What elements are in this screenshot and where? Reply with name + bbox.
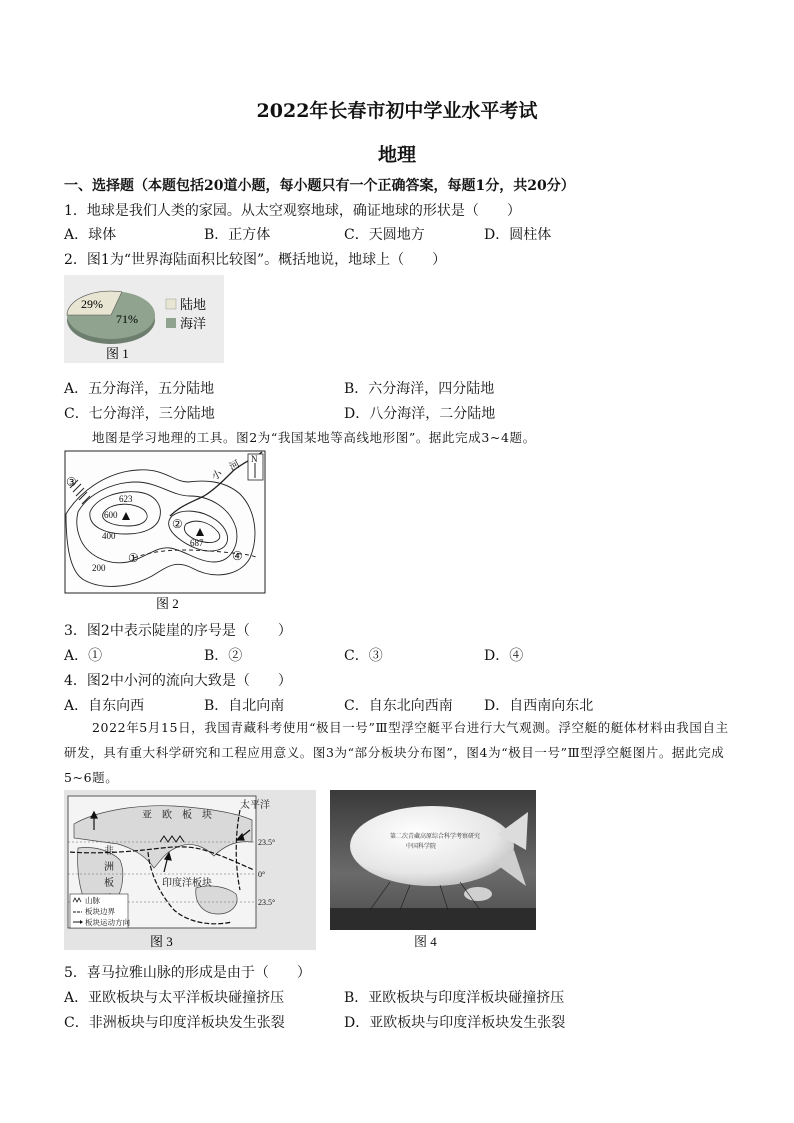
q5-option-b[interactable]: B．亚欧板块与印度洋板块碰撞挤压 — [344, 990, 565, 1006]
q3-option-b[interactable]: B．② — [204, 648, 243, 664]
pie-label-ocean: 71% — [116, 312, 138, 326]
figure-3-caption: 图 3 — [150, 934, 173, 949]
pie-chart — [64, 275, 224, 363]
label-africa-2: 洲 — [104, 862, 114, 873]
airship-text-1: 第二次青藏高原综合科学考察研究 — [390, 833, 481, 840]
figure-2 — [64, 450, 266, 612]
lat-label-south: 23.5° — [258, 898, 276, 907]
label-africa-1: 非 — [104, 846, 114, 857]
pie-label-land: 29% — [81, 297, 103, 311]
q1-option-a[interactable]: A．球体 — [64, 227, 117, 243]
question-4-stem: 4．图2中小河的流向大致是（ ） — [64, 673, 292, 689]
q2-option-a[interactable]: A．五分海洋，五分陆地 — [64, 381, 215, 397]
lat-label-north: 23.5° — [258, 838, 276, 847]
label-pacific-plate: 太平洋 — [240, 800, 270, 811]
q4-option-a[interactable]: A．自东向西 — [64, 698, 145, 714]
passage-3-4: 地图是学习地理的工具。图2为“我国某地等高线地形图”。据此完成3~4题。 — [92, 430, 536, 445]
question-1-stem: 1．地球是我们人类的家园。从太空观察地球，确证地球的形状是（ ） — [64, 203, 521, 219]
question-2-options — [64, 378, 764, 426]
figure-3 — [64, 790, 316, 950]
contour-label-400: 400 — [102, 531, 116, 541]
contour-map — [64, 450, 266, 612]
marker-3: ③ — [66, 475, 77, 489]
q2-option-c[interactable]: C．七分海洋，三分陆地 — [64, 406, 215, 422]
passage-5-6: 2022年5月15日，我国青藏科考使用“极目一号”Ⅲ型浮空艇平台进行大气观测。浮空艇的艇体材料由我国自主研发，具有重大科学研究和工程应用意义。图3为“部分板块分布图”，图4为“极目一号”Ⅲ型浮空艇图片。据此完成5~6题。 — [64, 720, 729, 785]
peak-2-elevation: 687 — [190, 538, 204, 548]
q5-option-c[interactable]: C．非洲板块与印度洋板块发生张裂 — [64, 1015, 285, 1031]
q4-option-b[interactable]: B．自北向南 — [204, 698, 285, 714]
legend-land-label: 陆地 — [180, 298, 207, 313]
question-5-stem: 5．喜马拉雅山脉的形成是由于（ ） — [64, 965, 311, 981]
figure-4-caption: 图 4 — [414, 934, 437, 949]
section-heading: 一、选择题（本题包括20道小题，每小题只有一个正确答案，每题1分，共20分） — [64, 178, 575, 194]
legend-ocean-label: 海洋 — [180, 317, 207, 332]
plate-map — [64, 790, 316, 950]
question-3-stem: 3．图2中表示陡崖的序号是（ ） — [64, 623, 292, 639]
exam-title: 2022年长春市初中学业水平考试 — [256, 100, 538, 122]
label-africa-3: 板 — [104, 878, 114, 889]
north-label: N — [251, 454, 258, 464]
q5-option-d[interactable]: D．亚欧板块与印度洋板块发生张裂 — [344, 1015, 566, 1031]
question-4-options — [64, 695, 764, 715]
marker-2: ② — [172, 517, 183, 531]
figure-1 — [64, 275, 224, 363]
legend-ocean-swatch — [166, 318, 176, 328]
marker-4: ④ — [232, 549, 243, 563]
contour-label-600: 600 — [104, 510, 118, 520]
question-1-options — [64, 224, 764, 244]
label-indian-plate: 印度洋板块 — [162, 878, 212, 889]
q3-option-d[interactable]: D．④ — [484, 648, 524, 664]
figure-4 — [330, 790, 536, 950]
subject-title: 地理 — [377, 144, 416, 166]
legend-mountain-label: 山脉 — [85, 896, 100, 905]
river-label: 小 河 — [210, 458, 242, 483]
q3-option-a[interactable]: A．① — [64, 648, 103, 664]
question-5-options — [64, 987, 764, 1035]
q1-option-c[interactable]: C．天圆地方 — [344, 227, 425, 243]
lat-label-equator: 0° — [258, 870, 266, 879]
airship-pod — [464, 887, 492, 901]
question-3-options — [64, 645, 764, 665]
legend-land-swatch — [166, 299, 176, 309]
q1-option-d[interactable]: D．圆柱体 — [484, 227, 552, 243]
q3-option-c[interactable]: C．③ — [344, 648, 383, 664]
q2-option-d[interactable]: D．八分海洋，二分陆地 — [344, 406, 496, 422]
q5-option-a[interactable]: A．亚欧板块与太平洋板块碰撞挤压 — [64, 990, 285, 1006]
q1-option-b[interactable]: B．正方体 — [204, 227, 271, 243]
legend-motion-label: 板块运动方向 — [85, 918, 130, 927]
marker-1: ① — [128, 551, 139, 565]
figure-1-caption: 图 1 — [106, 346, 129, 361]
contour-label-200: 200 — [92, 563, 106, 573]
q4-option-d[interactable]: D．自西南向东北 — [484, 698, 594, 714]
peak-1-elevation: 623 — [119, 494, 133, 504]
q2-option-b[interactable]: B．六分海洋，四分陆地 — [344, 381, 495, 397]
figure-2-caption: 图 2 — [156, 596, 179, 611]
q4-option-c[interactable]: C．自东北向西南 — [344, 698, 453, 714]
question-2-stem: 2．图1为“世界海陆面积比较图”。概括地说，地球上（ ） — [64, 252, 447, 268]
label-eurasian-plate: 亚 欧 板 块 — [142, 810, 212, 821]
legend-boundary-label: 板块边界 — [85, 907, 115, 916]
airship-text-2: 中国科学院 — [406, 843, 437, 850]
airship-photo — [330, 790, 536, 950]
ground — [330, 908, 536, 930]
